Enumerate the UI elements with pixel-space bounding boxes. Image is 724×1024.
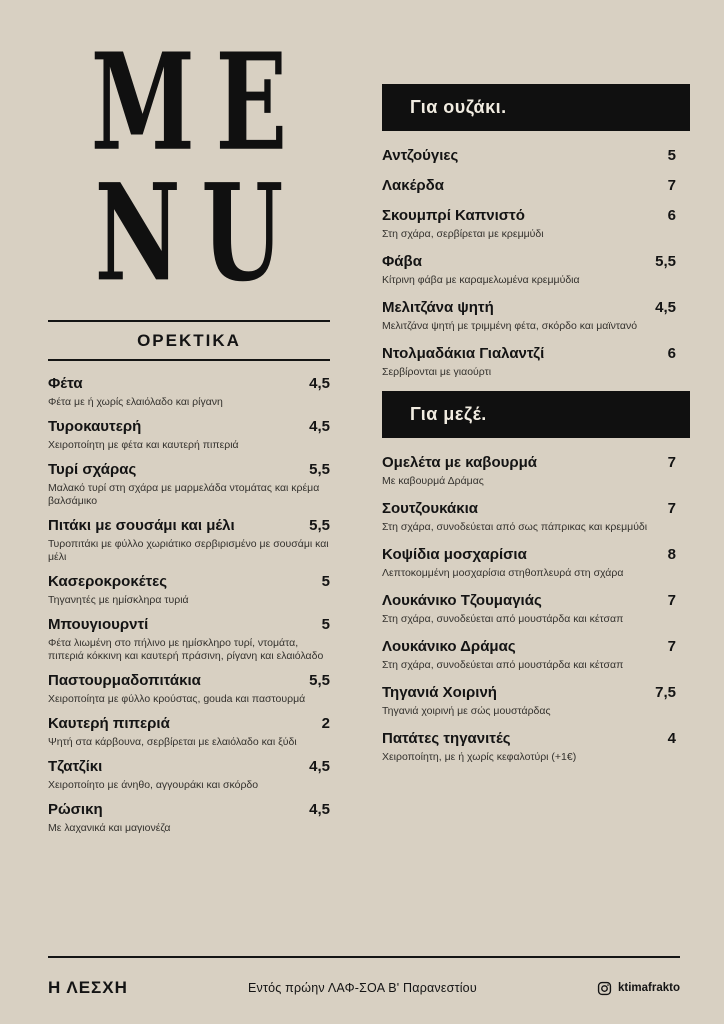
menu-item (382, 684, 690, 718)
menu-item-row (382, 638, 676, 656)
item-name: Κοψίδια μοσχαρίσια (382, 546, 527, 563)
menu-item (48, 672, 330, 706)
item-description: Κίτρινη φάβα με καραμελωμένα κρεμμύδια (382, 274, 580, 286)
item-description: Τηγανιά χοιρινή με σώς μουστάρδας (382, 705, 551, 717)
item-name: Μελιτζάνα ψητή (382, 299, 494, 316)
item-name: Λουκάνικο Τζουμαγιάς (382, 592, 542, 609)
menu-item (48, 461, 330, 508)
menu-item (48, 616, 330, 663)
menu-item-row (382, 546, 676, 564)
item-description: Τηγανητές με ημίσκληρα τυριά (48, 594, 189, 606)
menu-item-row (382, 299, 676, 317)
item-price: 7 (667, 177, 676, 194)
menu-item-row (48, 517, 330, 535)
item-description: Μελιτζάνα ψητή με τριμμένη φέτα, σκόρδο και μαϊντανό (382, 320, 638, 332)
item-description: Φέτα λιωμένη στο πήλινο με ημίσκληρο τυρί, ντομάτα, πιπεριά κόκκινη και καυτερή πράσινη, ρίγανη και ελαιόλαδο (48, 637, 324, 662)
item-description: Με καβουρμά Δράμας (382, 475, 484, 487)
menu-item-row (48, 375, 330, 393)
item-name: Φέτα (48, 375, 83, 392)
item-name: Τηγανιά Χοιρινή (382, 684, 497, 701)
item-price: 7 (667, 500, 676, 517)
ouzaki-item-list (382, 147, 690, 379)
item-name: Λακέρδα (382, 177, 444, 194)
item-name: Τζατζίκι (48, 758, 103, 775)
item-price: 7 (667, 454, 676, 471)
item-name: Ρώσικη (48, 801, 103, 818)
menu-item-row (48, 672, 330, 690)
social-handle (597, 981, 680, 996)
item-price: 5,5 (309, 461, 330, 478)
item-name: Πιτάκι με σουσάμι και μέλι (48, 517, 235, 534)
item-price: 4,5 (309, 801, 330, 818)
item-description: Ψητή στα κάρβουνα, σερβίρεται με ελαιόλαδο και ξύδι (48, 736, 297, 748)
footer (48, 956, 680, 998)
logo-line-1: ME (90, 25, 308, 182)
logo-line-2: NU (94, 156, 304, 313)
item-price: 5,5 (309, 517, 330, 534)
item-name: Καυτερή πιπεριά (48, 715, 170, 732)
menu-item (48, 418, 330, 452)
item-description: Μαλακό τυρί στη σχάρα με μαρμελάδα ντομάτας και κρέμα βαλσάμικο (48, 482, 320, 507)
brand-name: Η ΛΕΣΧΗ (48, 978, 128, 997)
item-description: Στη σχάρα, συνοδεύεται από σως πάπρικας και κρεμμύδι (382, 521, 648, 533)
item-description: Στη σχάρα, σερβίρεται με κρεμμύδι (382, 228, 544, 240)
menu-item (48, 758, 330, 792)
item-description: Χειροποίητα με φύλλο κρούστας, gouda και παστουρμά (48, 693, 306, 705)
item-price: 7 (667, 592, 676, 609)
item-description: Χειροποίητη με φέτα και καυτερή πιπεριά (48, 439, 239, 451)
item-price: 5,5 (309, 672, 330, 689)
item-price: 4,5 (309, 418, 330, 435)
menu-item (48, 801, 330, 835)
item-name: Σουτζουκάκια (382, 500, 478, 517)
item-price: 8 (667, 546, 676, 563)
item-description: Λεπτοκομμένη μοσχαρίσια στηθοπλευρά στη σχάρα (382, 567, 624, 579)
menu-item (382, 299, 690, 333)
menu-item (382, 500, 690, 534)
menu-item (382, 147, 690, 165)
menu-item-row (48, 758, 330, 776)
item-price: 7,5 (655, 684, 676, 701)
item-price: 4,5 (655, 299, 676, 316)
item-name: Ομελέτα με καβουρμά (382, 454, 538, 471)
item-price: 5 (321, 573, 330, 590)
item-name: Μπουγιουρντί (48, 616, 149, 633)
item-name: Αντζούγιες (382, 147, 459, 164)
item-name: Πατάτες τηγανιτές (382, 730, 511, 747)
menu-item-row (382, 253, 676, 271)
menu-item (48, 517, 330, 564)
item-name: Ντολμαδάκια Γιαλαντζί (382, 345, 545, 362)
item-price: 6 (667, 207, 676, 224)
item-price: 5 (667, 147, 676, 164)
menu-item (382, 454, 690, 488)
menu-item-row (382, 500, 676, 518)
section-header-ouzaki: Για ουζάκι. (382, 84, 690, 131)
menu-item-row (48, 801, 330, 819)
item-description: Χειροποίητη, με ή χωρίς κεφαλοτύρι (+1€) (382, 751, 577, 763)
item-price: 4 (667, 730, 676, 747)
item-description: Φέτα με ή χωρίς ελαιόλαδο και ρίγανη (48, 396, 223, 408)
item-description: Στη σχάρα, συνοδεύεται από μουστάρδα και κέτσαπ (382, 613, 624, 625)
menu-logo (48, 25, 330, 313)
menu-item (382, 592, 690, 626)
item-description: Με λαχανικά και μαγιονέζα (48, 822, 171, 834)
menu-item-row (382, 454, 676, 472)
item-price: 5 (321, 616, 330, 633)
menu-item-row (48, 418, 330, 436)
menu-item-row (48, 573, 330, 591)
item-description: Χειροποίητο με άνηθο, αγγουράκι και σκόρδο (48, 779, 259, 791)
left-column (48, 25, 330, 844)
menu-item-row (382, 207, 676, 225)
footer-note: Εντός πρώην ΛΑΦ-ΣΟΑ Β' Παρανεστίου (247, 981, 477, 995)
menu-item (382, 546, 690, 580)
item-name: Παστουρμαδοπιτάκια (48, 672, 201, 689)
item-name: Τυρί σχάρας (48, 461, 137, 478)
item-price: 2 (321, 715, 330, 732)
appetizers-item-list (48, 375, 330, 835)
menu-item (382, 730, 690, 764)
item-price: 7 (667, 638, 676, 655)
item-name: Σκουμπρί Καπνιστό (382, 207, 525, 224)
item-name: Τυροκαυτερή (48, 418, 142, 435)
menu-item (382, 638, 690, 672)
instagram-icon (597, 981, 612, 996)
meze-item-list (382, 454, 690, 764)
menu-item-row (382, 147, 676, 165)
menu-item-row (48, 715, 330, 733)
menu-item (382, 253, 690, 287)
item-description: Τυροπιτάκι με φύλλο χωριάτικο σερβιρισμένο με σουσάμι και μέλι (48, 538, 329, 563)
menu-item (48, 715, 330, 749)
menu-item (382, 177, 690, 195)
item-name: Κασεροκροκέτες (48, 573, 168, 590)
item-price: 4,5 (309, 375, 330, 392)
menu-item (382, 345, 690, 379)
item-price: 5,5 (655, 253, 676, 270)
item-description: Σερβίρονται με γιαούρτι (382, 366, 492, 378)
menu-item-row (382, 730, 676, 748)
section-header-meze: Για μεζέ. (382, 391, 690, 438)
menu-item (48, 375, 330, 409)
item-name: Φάβα (382, 253, 422, 270)
menu-item (382, 207, 690, 241)
menu-item-row (382, 592, 676, 610)
appetizers-section-title: ΟΡΕΚΤΙΚΑ (48, 320, 330, 361)
item-price: 4,5 (309, 758, 330, 775)
item-description: Στη σχάρα, συνοδεύεται από μουστάρδα και κέτσαπ (382, 659, 624, 671)
menu-item-row (382, 177, 676, 195)
menu-item (48, 573, 330, 607)
right-column (382, 36, 690, 844)
item-price: 6 (667, 345, 676, 362)
menu-item-row (48, 461, 330, 479)
menu-item-row (382, 684, 676, 702)
menu-item-row (382, 345, 676, 363)
item-name: Λουκάνικο Δράμας (382, 638, 516, 655)
social-handle-text: ktimafrakto (617, 982, 680, 994)
menu-item-row (48, 616, 330, 634)
